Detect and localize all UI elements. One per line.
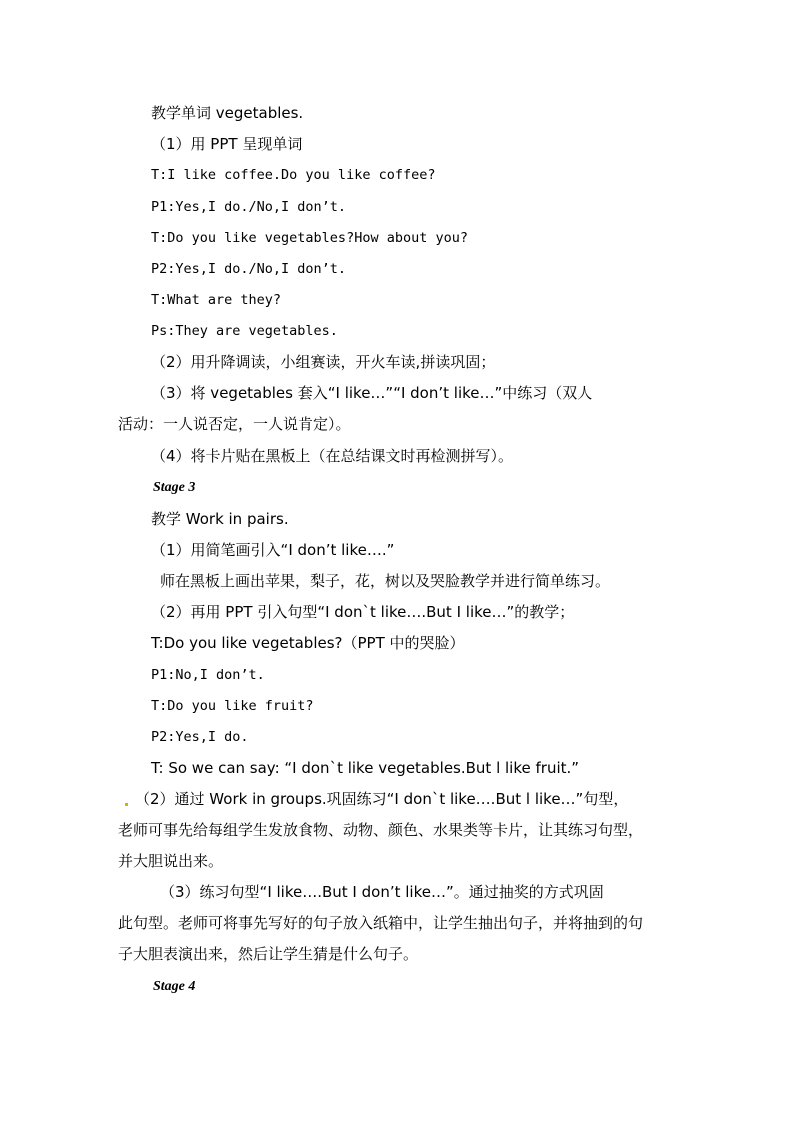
text-line: （2）用升降调读，小组赛读，开火车读,拼读巩固；	[151, 353, 496, 371]
text-line: T: So we can say: “I don`t like vegetables.But l like fruit.”	[151, 759, 580, 777]
dialogue-line: P1:Yes,I do./No,I don’t.	[151, 199, 347, 215]
text-line: （1）用简笔画引入“I don’t like….”	[151, 541, 395, 559]
text-line: 子大胆表演出来，然后让学生猜是什么句子。	[118, 945, 419, 963]
text-line: （2）通过 Work in groups.巩固练习“I don`t like….But l like…”句型，	[135, 790, 629, 808]
text-line: 并大胆说出来。	[118, 852, 224, 870]
text-line: 教学单词 vegetables.	[151, 104, 304, 122]
text-line: 教学 Work in pairs.	[151, 510, 289, 528]
text-line: （1）用 PPT 呈现单词	[151, 135, 303, 153]
dialogue-line: T:I like coffee.Do you like coffee?	[151, 167, 436, 183]
dialogue-line: T:What are they?	[151, 292, 282, 308]
stage-heading: Stage 4	[153, 979, 196, 994]
text-line: 老师可事先给每组学生发放食物、动物、颜色、水果类等卡片，让其练习句型，	[118, 821, 644, 839]
stage-heading: Stage 3	[153, 480, 196, 495]
margin-mark	[125, 803, 128, 806]
dialogue-line: P2:Yes,I do.	[151, 729, 249, 745]
text-line: 活动：一人说否定，一人说肯定）。	[118, 415, 351, 433]
text-line: （4）将卡片贴在黑板上（在总结课文时再检测拼写）。	[151, 447, 514, 465]
dialogue-line: P1:No,I don’t.	[151, 667, 265, 683]
text-line: 师在黑板上画出苹果，梨子，花，树以及哭脸教学并进行简单练习。	[160, 572, 611, 590]
text-line: （2）再用 PPT 引入句型“I don`t like….But I like…”的教学；	[151, 603, 575, 621]
dialogue-line: T:Do you like fruit?	[151, 698, 314, 714]
text-line: 此句型。老师可将事先写好的句子放入纸箱中，让学生抽出句子，并将抽到的句	[118, 914, 644, 932]
dialogue-line: T:Do you like vegetables?How about you?	[151, 230, 468, 246]
text-line: （3）练习句型“I like….But I don’t like…”。通过抽奖的方式巩固	[160, 883, 604, 901]
text-line: （3）将 vegetables 套入“I like…”“I don’t like…”中练习（双人	[151, 384, 593, 402]
text-line: T:Do you like vegetables?（PPT 中的哭脸）	[151, 634, 465, 652]
dialogue-line: Ps:They are vegetables.	[151, 323, 338, 339]
dialogue-line: P2:Yes,I do./No,I don’t.	[151, 261, 347, 277]
